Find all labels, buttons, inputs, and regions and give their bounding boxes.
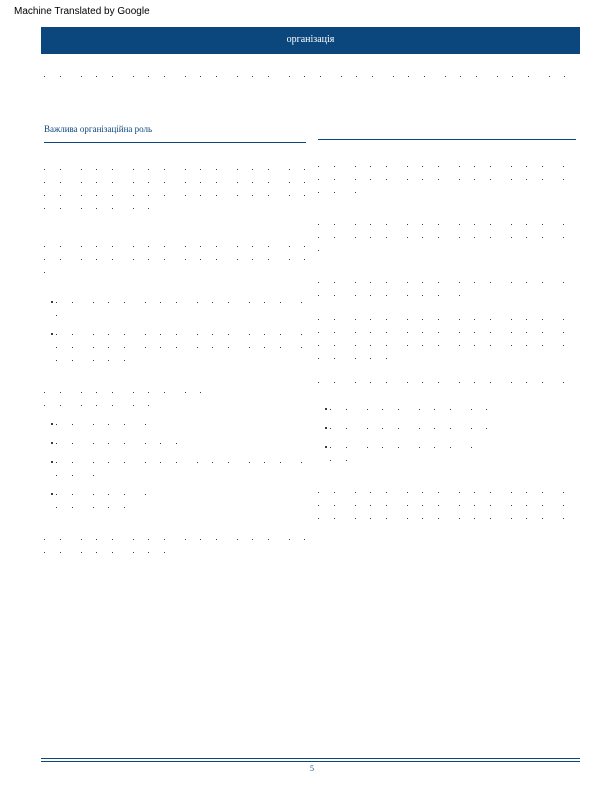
- right-column-title: [318, 124, 576, 140]
- text-line: [44, 267, 306, 280]
- footer-rule: [41, 761, 580, 762]
- bullet-icon: [325, 446, 327, 448]
- list-item: [56, 355, 306, 368]
- text-line: [44, 534, 306, 547]
- list-item: [56, 457, 306, 470]
- left-column: [44, 124, 306, 560]
- list-item: [56, 419, 306, 432]
- text-line: [44, 203, 306, 216]
- text-line: [318, 232, 576, 245]
- text-line: [318, 377, 576, 390]
- list-item: [56, 329, 306, 342]
- machine-translation-banner: Machine Translated by Google: [14, 6, 150, 17]
- text-line: [318, 487, 576, 500]
- text-line: [318, 327, 576, 340]
- left-column-title: Важлива організаційна роль: [44, 124, 306, 143]
- text-line: [318, 161, 576, 174]
- bullet-icon: [51, 461, 53, 463]
- text-line: [318, 187, 576, 200]
- document-header-bar: [41, 27, 580, 54]
- bullet-icon: [325, 408, 327, 410]
- right-column: [318, 124, 576, 526]
- text-line: [44, 177, 306, 190]
- text-line: [44, 241, 306, 254]
- list-item: [56, 342, 306, 355]
- list-item: [56, 438, 306, 451]
- text-line: [44, 254, 306, 267]
- text-line: [44, 400, 306, 413]
- footer-rule: [41, 758, 580, 759]
- text-line: [318, 500, 576, 513]
- bullet-icon: [51, 493, 53, 495]
- text-line: [44, 387, 306, 400]
- text-line: [318, 290, 576, 303]
- text-line: [318, 245, 576, 258]
- text-line: [44, 71, 574, 84]
- text-line: [318, 513, 576, 526]
- text-line: [44, 190, 306, 203]
- list-item: [330, 423, 576, 436]
- bullet-icon: [51, 423, 53, 425]
- text-line: [318, 314, 576, 327]
- list-item: [56, 502, 306, 515]
- list-item: [330, 455, 576, 468]
- list-item: [330, 442, 576, 455]
- text-line: [44, 547, 306, 560]
- document-title: організація: [286, 34, 335, 45]
- intro-paragraph: [44, 71, 574, 84]
- text-line: [318, 277, 576, 290]
- text-line: [44, 164, 306, 177]
- list-item: [56, 470, 306, 483]
- list-item: [56, 489, 306, 502]
- page-number: 5: [310, 764, 314, 773]
- list-item: [56, 310, 306, 323]
- list-item: [330, 404, 576, 417]
- text-line: [318, 174, 576, 187]
- bullet-icon: [51, 333, 53, 335]
- bullet-icon: [325, 427, 327, 429]
- bullet-icon: [51, 301, 53, 303]
- list-item: [56, 297, 306, 310]
- text-line: [318, 219, 576, 232]
- text-line: [318, 353, 576, 366]
- text-line: [318, 340, 576, 353]
- bullet-icon: [51, 442, 53, 444]
